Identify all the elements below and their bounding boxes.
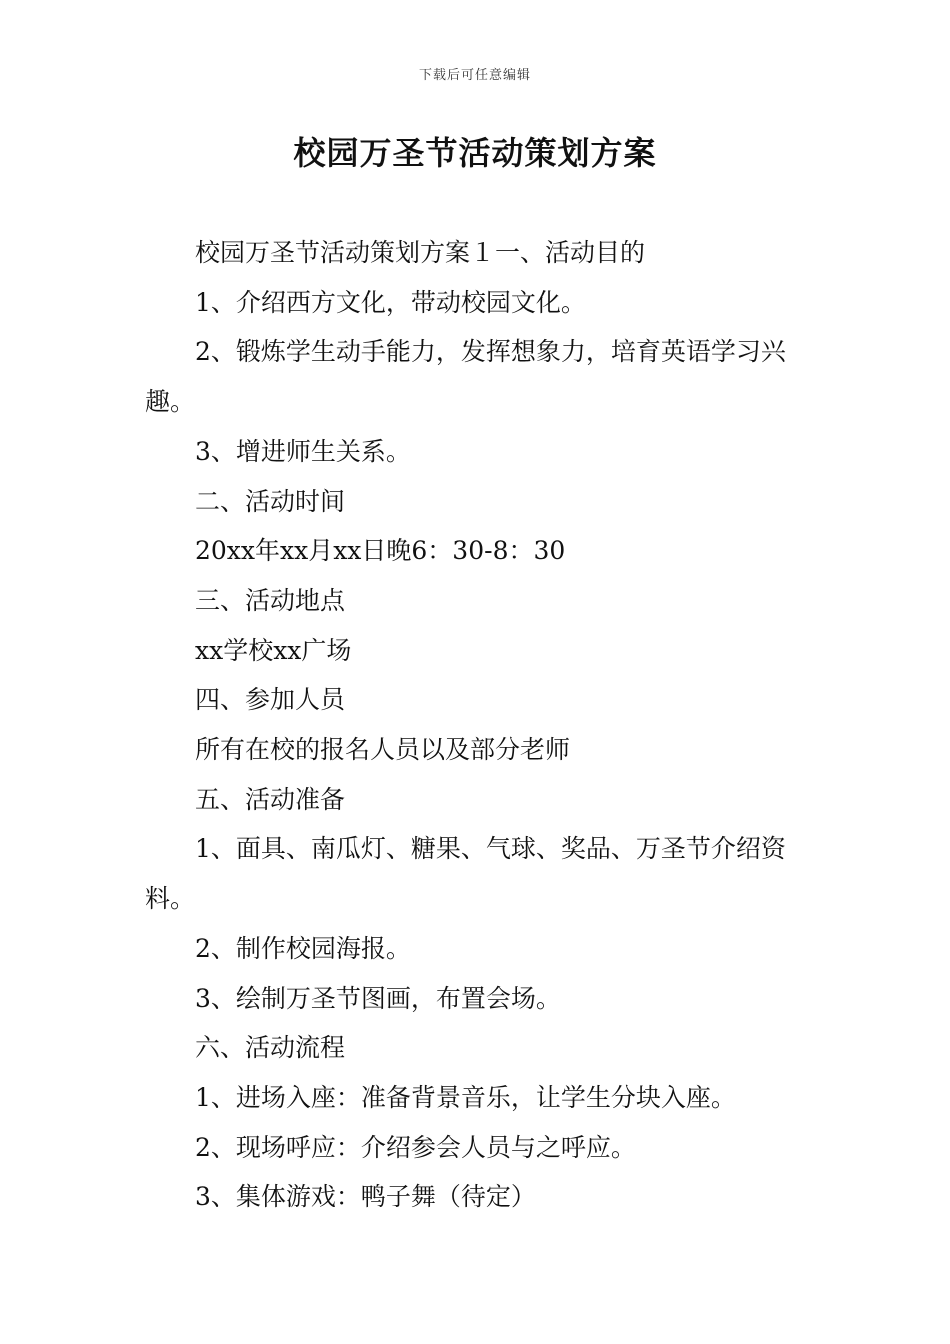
section-heading: 四、参加人员 <box>195 685 346 715</box>
paragraph: xx学校xx广场 <box>195 635 352 665</box>
section-heading: 三、活动地点 <box>195 585 346 615</box>
document-body <box>145 228 810 1222</box>
paragraph: 3、绘制万圣节图画，布置会场。 <box>195 983 561 1013</box>
paragraph: 2、锻炼学生动手能力，发挥想象力，培育英语学习兴趣。 <box>145 337 786 417</box>
paragraph: 2、现场呼应：介绍参会人员与之呼应。 <box>195 1132 636 1162</box>
section-heading: 二、活动时间 <box>195 486 346 516</box>
paragraph: 3、集体游戏：鸭子舞（待定） <box>195 1182 536 1212</box>
paragraph: 2、制作校园海报。 <box>195 933 411 963</box>
paragraph: 1、面具、南瓜灯、糖果、气球、奖品、万圣节介绍资料。 <box>145 834 786 914</box>
paragraph: 1、介绍西方文化，带动校园文化。 <box>195 287 586 317</box>
paragraph: 3、增进师生关系。 <box>195 436 411 466</box>
paragraph: 校园万圣节活动策划方案１一、活动目的 <box>195 238 646 267</box>
paragraph: 1、进场入座：准备背景音乐，让学生分块入座。 <box>195 1082 736 1112</box>
section-heading: 六、活动流程 <box>195 1033 346 1063</box>
paragraph: 20xx年xx月xx日晚6：30-8：30 <box>195 536 566 566</box>
header-note: 下载后可任意编辑 <box>418 68 531 83</box>
section-heading: 五、活动准备 <box>195 784 346 814</box>
document-title: 校园万圣节活动策划方案 <box>293 134 657 172</box>
paragraph: 所有在校的报名人员以及部分老师 <box>195 735 571 765</box>
